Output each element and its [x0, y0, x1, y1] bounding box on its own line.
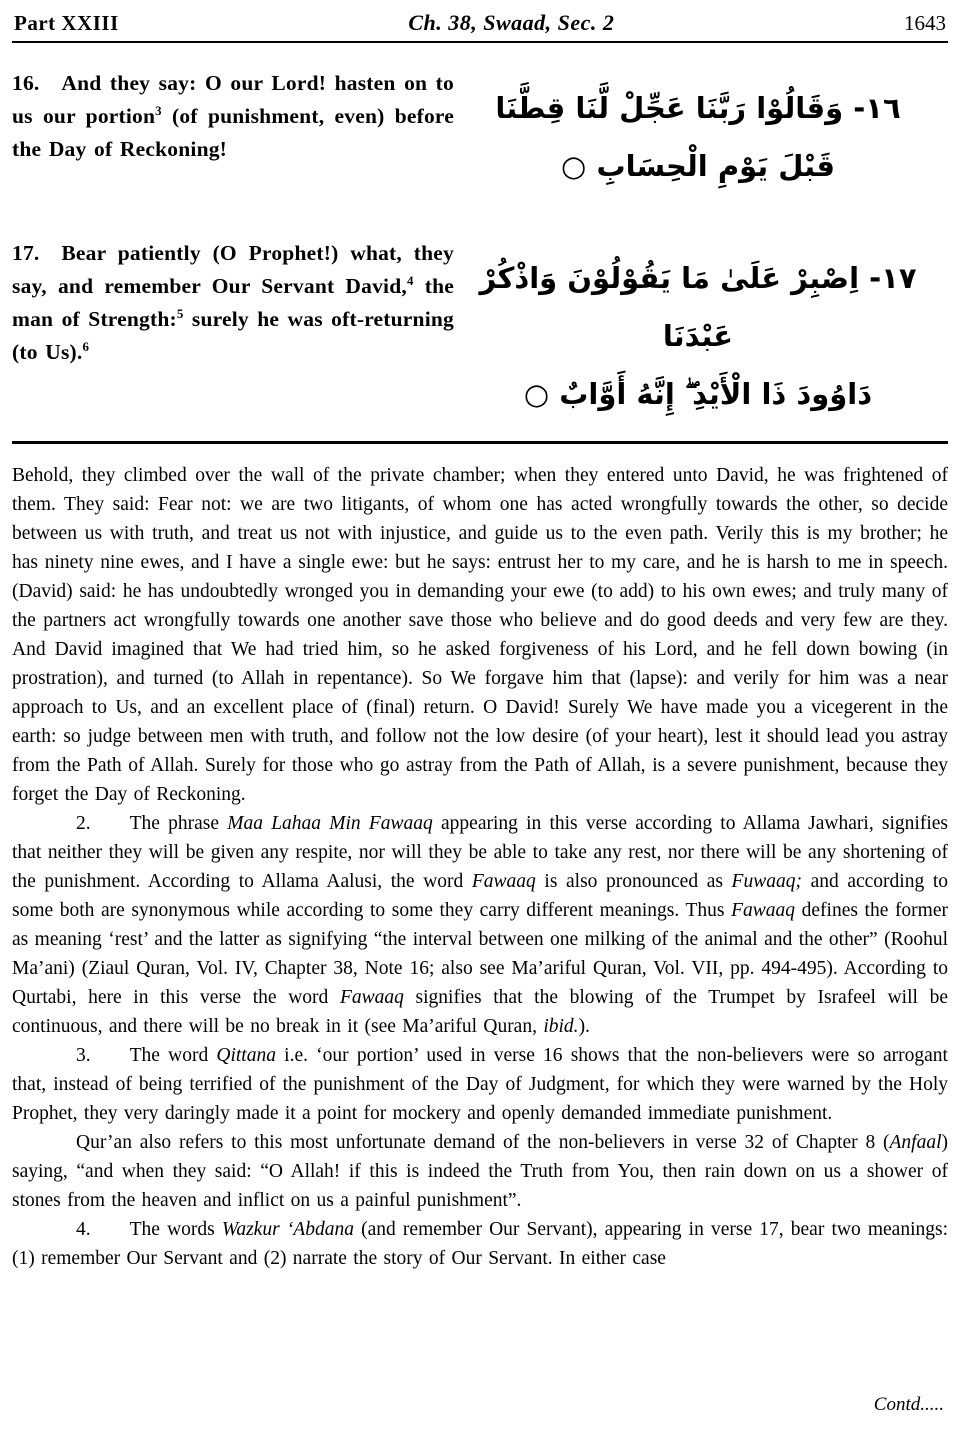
verse-17-arabic-line-1: ١٧- اِصْبِرْ عَلَىٰ مَا يَقُوْلُوْنَ وَاذْكُرْ عَبْدَنَا: [479, 261, 917, 353]
verse-16-translation: 16. And they say: O our Lord! hasten on to us our portion$^3$ (of punishment, even) before the Day of Reckoning!: [12, 71, 455, 161]
page-number: 1643: [904, 11, 946, 35]
verse-17-arabic-line-2: دَاوُودَ ذَا الْأَيْدِ ۖ إِنَّهُ أَوَّابٌ ○: [523, 377, 873, 411]
verse-16-arabic-line-1: ١٦- وَقَالُوْا رَبَّنَا عَجِّلْ لَّنَا قِطَّنَا: [495, 91, 901, 125]
commentary-section: [12, 444, 948, 1273]
verse-16-arabic-line-2: قَبْلَ يَوْمِ الْحِسَابِ ○: [561, 149, 835, 183]
commentary-paragraph-note-3: 3. The word Qittana i.e. ‘our portion’ used in verse 16 shows that the non-believers were so arrogant that, instead of being terrified of the punishment of the Day of Judgment, for which they were warned by the Holy Prophet, they very daringly made it a point for mockery and openly demanded immediate punishment.: [12, 1045, 948, 1124]
commentary-paragraph-note-2: 2. The phrase Maa Lahaa Min Fawaaq appearing in this verse according to Allama Jawhari, signifies that neither they will be given any respite, nor will they be able to take any rest, nor there will be any shortening of the punishment. According to Allama Aalusi, the word Fawaaq is also pronounced as Fuwaaq; and according to some both are synonymous while according to some they carry different meanings. Thus Fawaaq defines the former as meaning ‘rest’ and the latter as signifying “the interval between one milking of the animal and the other” (Roohul Ma’ani) (Ziaul Quran, Vol. IV, Chapter 38, Note 16; also see Ma’ariful Quran, Vol. VII, pp. 494-495). According to Qurtabi, here in this verse the word Fawaaq signifies that the blowing of the Trumpet by Israfeel will be continuous, and there will be no break in it (see Ma’ariful Quran, ibid.).: [12, 813, 948, 1037]
verse-17-translation: 17. Bear patiently (O Prophet!) what, they say, and remember Our Servant David,$^4$ the man of Strength:$^5$ surely he was oft-returning (to Us).$^6$: [12, 241, 454, 364]
part-label: Part XXIII: [14, 11, 119, 35]
page-header: [12, 8, 948, 41]
verse-17-arabic: [454, 237, 948, 423]
commentary-paragraph-note-4: 4. The words Wazkur ‘Abdana (and remember Our Servant), appearing in verse 17, bear two meanings: (1) remember Our Servant and (2) narrate the story of Our Servant. In either case: [12, 1219, 948, 1269]
verse-row-17: [12, 237, 948, 423]
continued-marker: Contd.....: [873, 1394, 944, 1415]
verse-16-arabic: [454, 67, 948, 195]
commentary-paragraph-note-3b: Qur’an also refers to this most unfortunate demand of the non-believers in verse 32 of Chapter 8 (Anfaal) saying, “and when they said: “O Allah! if this is indeed the Truth from You, then rain down on us a shower of stones from the heaven and inflict on us a painful punishment”.: [12, 1132, 948, 1211]
verse-section: [12, 43, 948, 435]
commentary-paragraph-quran-text: Behold, they climbed over the wall of the private chamber; when they entered unto David, he was frightened of them. They said: Fear not: we are two litigants, of whom one has acted wrongfully towards the other, so decide between us with truth, and treat us not with injustice, and guide us to the even path. Verily this is my brother; he has ninety nine ewes, and I have a single ewe: but he says: entrust her to my care, and he is harsh to me in speech. (David) said: he has undoubtedly wronged you in demanding your ewe (to add) to his own ewes; and truly many of the partners act wrongfully towards one another save those who believe and do good deeds and very few are they. And David imagined that We had tried him, so he asked forgiveness of his Lord, and he fell down bowing (in prostration), and turned (to Allah in repentance). So We forgave him that (lapse): and verily for him was a near approach to Us, and an excellent place of (final) return. O David! Surely We have made you a vicegerent in the earth: so judge between men with truth, and follow not the low desire (of your heart), lest it should lead you astray from the Path of Allah. Surely for those who go astray from the Path of Allah, is a severe punishment, because they forget the Day of Reckoning.: [12, 465, 948, 805]
chapter-title: Ch. 38, Swaad, Sec. 2: [408, 10, 615, 35]
verse-row-16: [12, 67, 948, 195]
